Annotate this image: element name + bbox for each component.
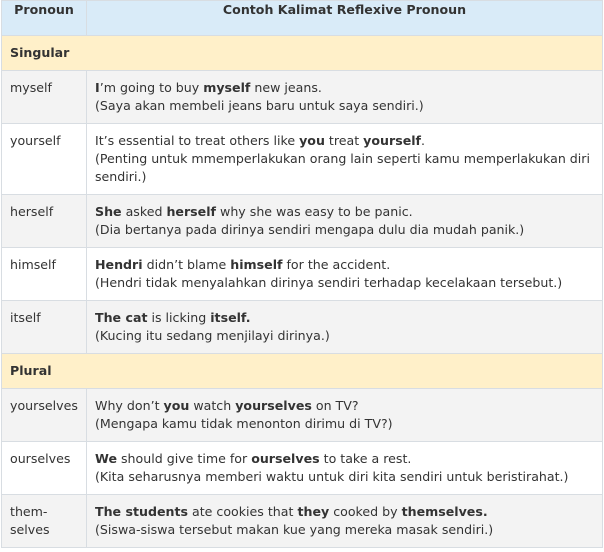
emphasized-text: Hendri (95, 257, 143, 272)
example-translation: (Kita seharusnya memberi waktu untuk diri kita sendiri untuk beristirahat.) (95, 469, 569, 484)
sentence-text: ’m going to buy (99, 80, 204, 95)
reflexive-pronoun-table (1, 0, 603, 548)
pronoun-cell: yourself (2, 124, 87, 195)
sentence-text: should give time for (116, 451, 252, 466)
pronoun-cell: itself (2, 301, 87, 354)
table-row (2, 124, 603, 195)
sentence-text: new jeans. (250, 80, 322, 95)
sentence-text: ate cookies that (188, 504, 298, 519)
table-row (2, 195, 603, 248)
table-row (2, 389, 603, 442)
example-cell (87, 301, 603, 354)
section-title: Singular (2, 36, 603, 71)
sentence-text: on TV? (311, 398, 359, 413)
example-translation: (Dia bertanya pada dirinya sendiri mengapa dulu dia mudah panik.) (95, 222, 525, 237)
pronoun-cell: myself (2, 71, 87, 124)
emphasized-text: himself (230, 257, 283, 272)
example-sentence (95, 450, 594, 468)
example-sentence (95, 203, 594, 221)
example-cell (87, 442, 603, 495)
emphasized-text: The students (95, 504, 189, 519)
pronoun-cell: ourselves (2, 442, 87, 495)
example-cell (87, 124, 603, 195)
pronoun-cell: himself (2, 248, 87, 301)
emphasized-text: you (163, 398, 190, 413)
emphasized-text: they (297, 504, 330, 519)
sentence-text: It’s essential to treat others like (95, 133, 300, 148)
table-row (2, 301, 603, 354)
pronoun-cell: yourselves (2, 389, 87, 442)
example-translation: (Siswa-siswa tersebut makan kue yang mereka masak sendiri.) (95, 522, 494, 537)
example-sentence (95, 79, 594, 97)
pronoun-cell: herself (2, 195, 87, 248)
emphasized-text: themselves. (401, 504, 488, 519)
pronoun-cell: them-selves (2, 495, 87, 548)
emphasized-text: I (95, 80, 100, 95)
emphasized-text: yourselves (235, 398, 312, 413)
table-row (2, 248, 603, 301)
table-header-row (2, 1, 603, 36)
header-example: Contoh Kalimat Reflexive Pronoun (87, 1, 603, 36)
sentence-text: for the accident. (282, 257, 391, 272)
emphasized-text: myself (203, 80, 251, 95)
example-sentence (95, 397, 594, 415)
sentence-text: why she was easy to be panic. (216, 204, 413, 219)
sentence-text: to take a rest. (319, 451, 412, 466)
example-sentence (95, 256, 594, 274)
example-sentence (95, 309, 594, 327)
emphasized-text: you (299, 133, 325, 148)
example-translation: (Kucing itu sedang menjilayi dirinya.) (95, 328, 330, 343)
example-cell (87, 495, 603, 548)
emphasized-text: itself. (210, 310, 251, 325)
example-cell (87, 248, 603, 301)
example-cell (87, 71, 603, 124)
table-row (2, 71, 603, 124)
sentence-text: asked (121, 204, 167, 219)
example-sentence (95, 503, 594, 521)
sentence-text: is licking (147, 310, 211, 325)
sentence-text: watch (189, 398, 236, 413)
example-cell (87, 389, 603, 442)
sentence-text: Why don’t (95, 398, 164, 413)
table-row (2, 442, 603, 495)
table-body (2, 36, 603, 548)
sentence-text: . (421, 133, 426, 148)
section-row (2, 354, 603, 389)
section-title: Plural (2, 354, 603, 389)
example-translation: (Penting untuk mmemperlakukan orang lain seperti kamu memperlakukan diri sendiri.) (95, 151, 590, 184)
sentence-text: didn’t blame (142, 257, 231, 272)
table-row (2, 495, 603, 548)
emphasized-text: She (95, 204, 122, 219)
example-sentence (95, 132, 594, 150)
example-translation: (Hendri tidak menyalahkan dirinya sendiri terhadap kecelakaan tersebut.) (95, 275, 563, 290)
example-cell (87, 195, 603, 248)
emphasized-text: The cat (95, 310, 148, 325)
section-row (2, 36, 603, 71)
example-translation: (Saya akan membeli jeans baru untuk saya sendiri.) (95, 98, 424, 113)
header-pronoun: Pronoun (2, 1, 87, 36)
sentence-text: cooked by (329, 504, 402, 519)
example-translation: (Mengapa kamu tidak menonton dirimu di TV?) (95, 416, 393, 431)
emphasized-text: ourselves (251, 451, 320, 466)
emphasized-text: herself (166, 204, 217, 219)
emphasized-text: yourself (363, 133, 422, 148)
emphasized-text: We (95, 451, 117, 466)
sentence-text: treat (324, 133, 364, 148)
